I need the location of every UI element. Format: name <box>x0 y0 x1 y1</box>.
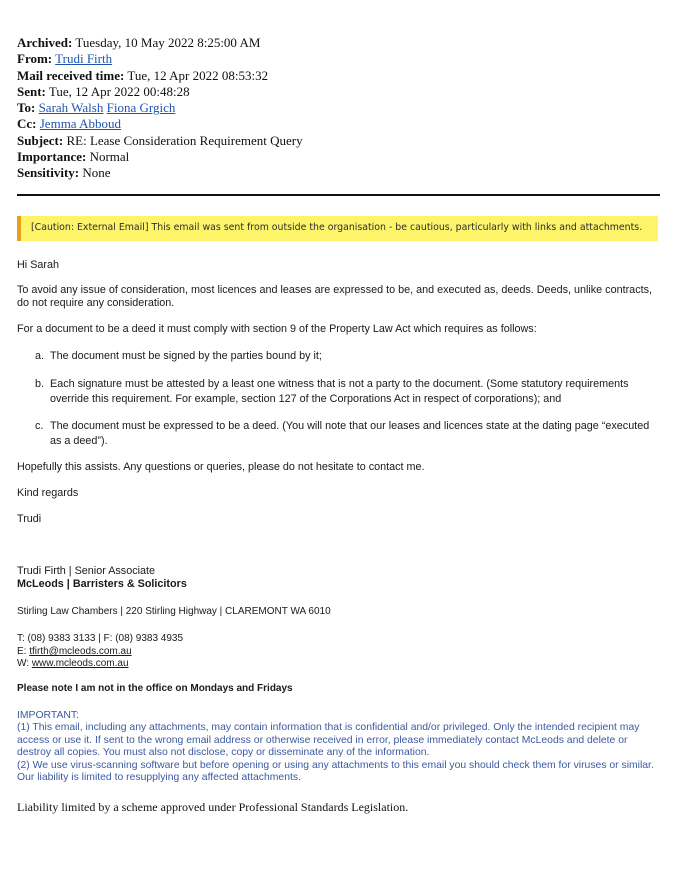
importance-value: Normal <box>89 149 130 165</box>
cc-recipient-link[interactable]: Jemma Abboud <box>39 116 121 132</box>
from-row <box>17 51 657 67</box>
body-paragraph: To avoid any issue of consideration, most licences and leases are expressed to be, and executed as, deeds. Deeds, unlike contracts, do not require any consideration. <box>17 284 652 309</box>
sensitivity-row <box>17 165 657 181</box>
list-text: The document must be signed by the parties bound by it; <box>50 350 322 362</box>
cc-row <box>17 116 657 132</box>
subject-value: RE: Lease Consideration Requirement Query <box>66 132 303 148</box>
important-notice <box>17 710 662 784</box>
important-heading: IMPORTANT: <box>17 710 79 721</box>
list-text: The document must be expressed to be a deed. (You will note that our leases and licences state at the dating page “executed as a deed”). <box>50 420 650 447</box>
sensitivity-value: None <box>82 165 111 181</box>
received-label: Mail received time: <box>17 67 125 83</box>
importance-row <box>17 149 657 165</box>
signature-phone: T: (08) 9383 3133 | F: (08) 9383 4935 <box>17 633 184 644</box>
closing: Kind regards <box>17 487 79 499</box>
to-label: To: <box>17 100 36 116</box>
cc-label: Cc: <box>17 116 37 132</box>
body-paragraph: For a document to be a deed it must comply with section 9 of the Property Law Act which requires as follows: <box>17 323 537 335</box>
to-recipient-link[interactable]: Fiona Grgich <box>106 100 176 116</box>
signature-name-title: Trudi Firth | Senior Associate <box>17 565 156 577</box>
sign-off-name: Trudi <box>17 513 42 525</box>
caution-text: [Caution: External Email] This email was sent from outside the organisation - be cautious, particularly with links and attachments. <box>31 222 643 233</box>
received-row <box>17 68 657 84</box>
website-link[interactable]: www.mcleods.com.au <box>31 658 129 669</box>
to-recipient-link[interactable]: Sarah Walsh <box>38 100 104 116</box>
archived-value: Tuesday, 10 May 2022 8:25:00 AM <box>75 35 261 50</box>
email-link[interactable]: tfirth@mcleods.com.au <box>29 646 132 657</box>
to-row <box>17 100 657 116</box>
subject-label: Subject: <box>17 132 64 148</box>
sent-label: Sent: <box>17 83 46 99</box>
list-text: Each signature must be attested by a least one witness that is not a party to the document. (Some statutory requirements override this requirement. For example, section 127 of the Corporations Act in respect of corporations); and <box>50 378 629 405</box>
header-divider <box>17 194 660 196</box>
list-item <box>35 377 650 406</box>
list-item <box>35 349 650 364</box>
signature-firm <box>17 578 187 591</box>
body-paragraph: Hopefully this assists. Any questions or queries, please do not hesitate to contact me. <box>17 461 425 473</box>
web-label: W: <box>17 658 32 669</box>
from-label: From: <box>17 51 53 67</box>
archived-label: Archived: <box>17 35 73 50</box>
email-label: E: <box>17 646 30 657</box>
subject-row <box>17 133 657 149</box>
office-note-text: Please note I am not in the office on Mondays and Fridays <box>17 683 293 694</box>
sent-value: Tue, 12 Apr 2022 00:48:28 <box>48 83 190 99</box>
list-marker: b. <box>35 378 45 390</box>
list-item <box>35 419 655 448</box>
received-value: Tue, 12 Apr 2022 08:53:32 <box>127 67 269 83</box>
from-link[interactable]: Trudi Firth <box>55 51 113 67</box>
signature-web-row <box>17 657 129 670</box>
sent-row <box>17 84 657 100</box>
list-marker: a. <box>35 350 45 362</box>
office-note <box>17 682 293 695</box>
sensitivity-label: Sensitivity: <box>17 165 80 181</box>
email-header <box>17 35 657 182</box>
greeting: Hi Sarah <box>17 259 60 271</box>
list-marker: c. <box>35 420 44 432</box>
importance-label: Importance: <box>17 149 87 165</box>
important-point: (2) We use virus-scanning software but before opening or using any attachments to this email you should check them for viruses or similar. Our liability is limited to resupplying any affected attachments. <box>17 759 654 784</box>
liability-footer: Liability limited by a scheme approved under Professional Standards Legislation. <box>17 800 409 814</box>
firm-name: McLeods | Barristers & Solicitors <box>17 578 187 590</box>
caution-banner <box>17 216 658 241</box>
important-point: (1) This email, including any attachments, may contain information that is confidential and/or privileged. Only the intended recipient may access or use it. If sent to the wrong email address or otherwise received in error, please immediately contact McLeods and delete or destroy all copies. You must also not disclose, copy or disseminate any of the information. <box>17 722 640 759</box>
signature-address: Stirling Law Chambers | 220 Stirling Highway | CLAREMONT WA 6010 <box>17 606 331 617</box>
archived-row <box>17 35 657 51</box>
